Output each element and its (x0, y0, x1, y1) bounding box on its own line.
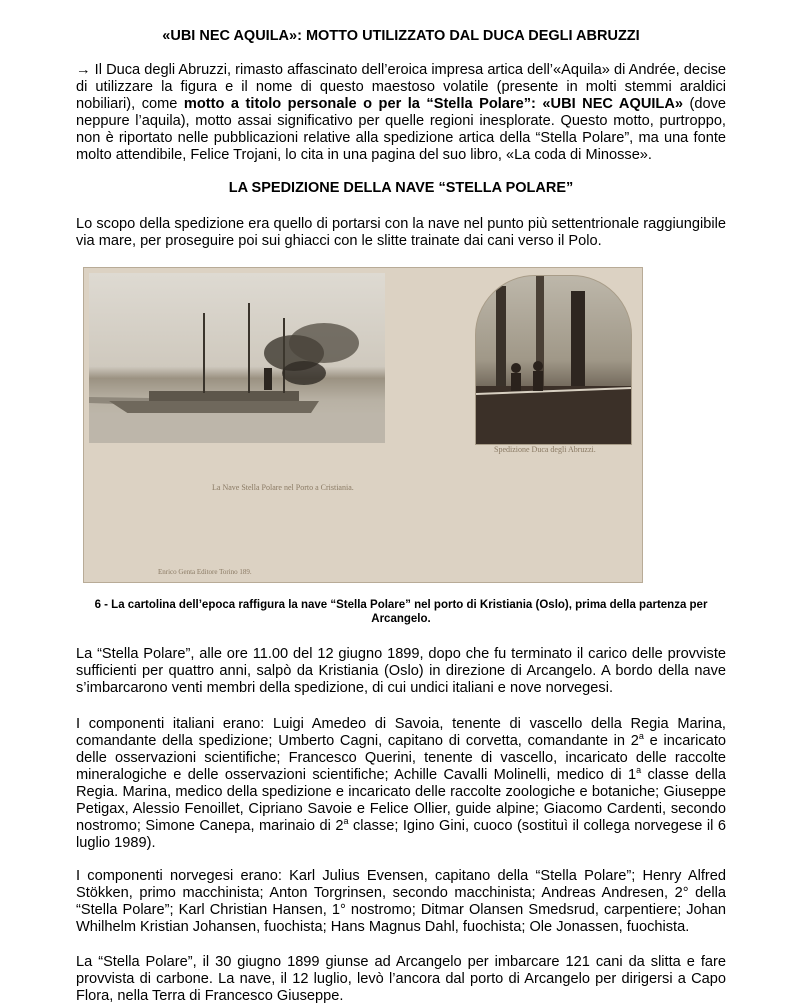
motto-bold-text: motto a titolo personale o per la “Stella Polare”: «UBI NEC AQUILA» (183, 96, 683, 112)
postcard-right-label: Spedizione Duca degli Abruzzi. (494, 445, 596, 454)
ship-illustration (89, 273, 385, 443)
heading-motto: «UBI NEC AQUILA»: MOTTO UTILIZZATO DAL DUCA DEGLI ABRUZZI (162, 28, 640, 44)
heading-spedizione: LA SPEDIZIONE DELLA NAVE “STELLA POLARE” (228, 180, 574, 196)
postcard-image (83, 267, 643, 583)
figure-caption: 6 - La cartolina dell’epoca raffigura la nave “Stella Polare” nel porto di Kristiania (Oslo), prima della partenza per Arcangelo. (94, 599, 708, 625)
postcard-publisher: Enrico Genta Editore Torino 189. (158, 568, 252, 576)
paragraph-motto: → Il Duca degli Abruzzi, rimasto affascinato dell’eroica impresa artica dell’«Aquila» di Andrée, decise di utilizzare la figura e il nome di questo maestoso volatile (presente in molti stemmi araldici nobiliari), come motto a titolo personale o per la “Stella Polare”: «UBI NEC AQUILA» (dove neppure l’aquila), motto assai significativo per quelle regioni inesplorate. Questo motto, purtroppo, non è riportato nelle pubblicazioni relative alla spedizione artica della “Stella Polare”, ma una fonte molto attendibile, Felice Trojani, lo cita in una pagina del suo libro, «La coda di Minosse». (76, 62, 726, 163)
paragraph-norvegesi: I componenti norvegesi erano: Karl Julius Evensen, capitano della “Stella Polare”; Henry Alfred Stökken, primo macchinista; Anton Torgrinsen, secondo macchinista; Andreas Andresen, 2° della “Stella Polare”; Karl Christian Hansen, 1° nostromo; Ditmar Olansen Smedsrud, carpentiere; Johan Whilhelm Kristian Johansen, fuochista; Hans Magnus Dahl, fuochista; Ole Jonassen, fuochista. (76, 868, 726, 935)
deck-photo (475, 275, 632, 445)
paragraph-italiani: I componenti italiani erano: Luigi Amedeo di Savoia, tenente di vascello della Regia Marina, comandante della spedizione; Umberto Cagni, capitano di corvetta, comandante in 2$^a$ e incaricato delle osservazioni scientifiche; Francesco Querini, tenente di vascello, incaricato delle raccolte mineralogiche e delle osservazioni scientifiche; Achille Cavalli Molinelli, medico di 1$^a$ classe della Regia. Marina, medico della spedizione e incaricato delle raccolte zoologiche e botaniche; Giuseppe Petigax, Alessio Fenoillet, Cipriano Savoie e Felice Ollier, guide alpine; Giacomo Cardenti, secondo nostromo; Simone Canepa, marinaio di 2$^a$ classe; Igino Gini, cuoco (sostituì il collega norvegese il 6 luglio 1989). (76, 716, 727, 851)
ship-photo (89, 273, 385, 443)
deck-illustration (476, 276, 631, 444)
postcard-left-label: La Nave Stella Polare nel Porto a Cristiania. (212, 483, 354, 492)
paragraph-scopo: Lo scopo della spedizione era quello di portarsi con la nave nel punto più settentrionale raggiungibile via mare, per proseguire poi sui ghiacci con le slitte trainate dai cani verso il Polo. (76, 216, 726, 249)
paragraph-partenza: La “Stella Polare”, alle ore 11.00 del 12 giugno 1899, dopo che fu terminato il carico delle provviste sufficienti per quattro anni, salpò da Kristiania (Oslo) in direzione di Arcangelo. A bordo della nave s’imbarcarono venti membri della spedizione, di cui undici italiani e nove norvegesi. (76, 646, 726, 696)
paragraph-arcangelo: La “Stella Polare”, il 30 giugno 1899 giunse ad Arcangelo per imbarcare 121 cani da slitta e fare provvista di carbone. La nave, il 12 luglio, levò l’ancora dal porto di Arcangelo per dirigersi a Capo Flora, nella Terra di Francesco Giuseppe. (76, 954, 726, 1004)
